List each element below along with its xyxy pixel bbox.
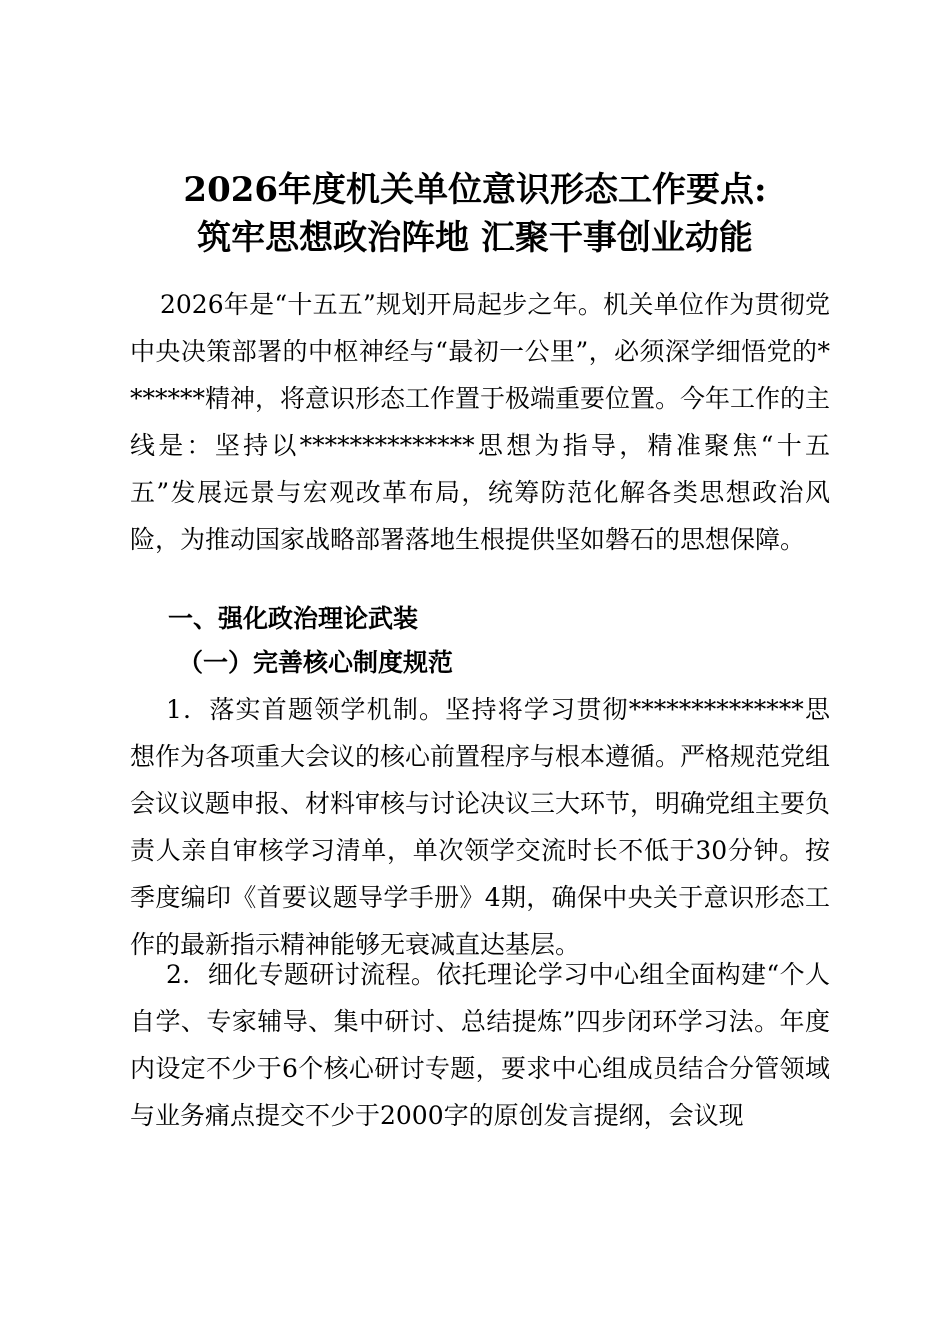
subsection-heading: （一）完善核心制度规范 (178, 648, 454, 677)
intro-paragraph: 2026年是“十五五”规划开局起步之年。机关单位作为贯彻党中央决策部署的中枢神经与“最初一公里”，必须深学细悟党的*******精神，将意识形态工作置于极端重要位置。今年工作的主线是：坚持以**************思想为指导，精准聚焦“十五五”发展远景与宏观改革布局，统筹防范化解各类思想政治风险，为推动国家战略部署落地生根提供坚如磐石的思想保障。 (130, 290, 831, 554)
section-heading: 一、强化政治理论武装 (168, 604, 419, 633)
document-title-line-2: 筑牢思想政治阵地 汇聚干事创业动能 (197, 218, 753, 258)
document-title-line-1: 2026年度机关单位意识形态工作要点: (183, 170, 767, 210)
item-paragraph-2: 2．细化专题研讨流程。依托理论学习中心组全面构建“个人自学、专家辅导、集中研讨、总结提炼”四步闭环学习法。年度内设定不少于6个核心研讨专题，要求中心组成员结合分管领域与业务痛点提交不少于2000字的原创发言提纲，会议现 (130, 960, 830, 1130)
item-paragraph-1: 1．落实首题领学机制。坚持将学习贯彻**************思想作为各项重大会议的核心前置程序与根本遵循。严格规范党组会议议题申报、材料审核与讨论决议三大环节，明确党组主要负责人亲自审核学习清单，单次领学交流时长不低于30分钟。按季度编印《首要议题导学手册》4期，确保中央关于意识形态工作的最新指示精神能够无衰减直达基层。 (130, 695, 831, 959)
